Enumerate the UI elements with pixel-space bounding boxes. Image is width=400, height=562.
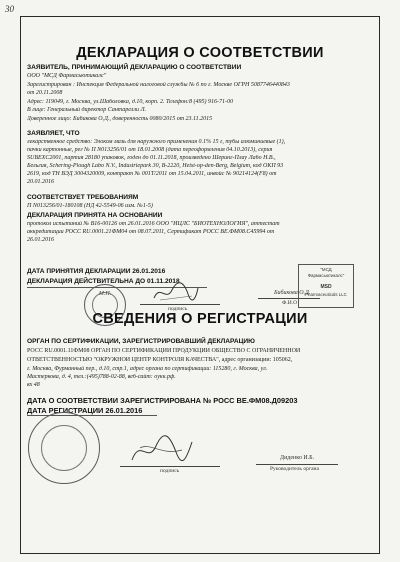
company-stamp-line: Фармасьютикалс" bbox=[307, 273, 345, 278]
signature-line-2 bbox=[120, 466, 220, 467]
declares-line: пачки картонные, рег № П N013256/01 от 18.01.2008 (дата переоформления 04.10.2013), серия bbox=[27, 147, 273, 153]
certification-body-header: ОРГАН ПО СЕРТИФИКАЦИИ, ЗАРЕГИСТРИРОВАВШИЙ ДЕКЛАРАЦИЮ bbox=[27, 338, 255, 345]
certification-body-line: вх 48 bbox=[27, 382, 40, 388]
applicant-line: В лице: Генеральный директор Сантарелли Л. bbox=[27, 107, 147, 113]
certification-body-line: ОТВЕТСТВЕННОСТЬЮ "ОКРУЖНОЙ ЦЕНТР КОНТРОЛЯ КАЧЕСТВА", адрес организации: 105062, bbox=[27, 357, 293, 363]
declaration-title: ДЕКЛАРАЦИЯ О СООТВЕТСТВИИ bbox=[76, 45, 324, 61]
basis-header: ДЕКЛАРАЦИЯ ПРИНЯТА НА ОСНОВАНИИ bbox=[27, 212, 163, 219]
applicant-line: от 20.11.2008 bbox=[27, 90, 63, 96]
signature-2 bbox=[126, 430, 196, 470]
registered-number: ДАТА О СООТВЕТСТВИИ ЗАРЕГИСТРИРОВАНА № РОСС BE.ФМ08.Д09203 bbox=[27, 396, 298, 405]
applicant-line: Зарегистрирован : Инспекция Федеральной налоговой службы № 6 по г. Москве ОГРН 5087746440843 bbox=[27, 82, 290, 88]
declares-line: лекарственное средство: Элоком мазь для наружного применения 0.1% 15 г, тубы алюминиевые (1), bbox=[27, 139, 286, 145]
basis-line: протокол испытаний № В16-00126 от 26.01.2016 ООО "ИЦЛС "БИОТЕХНОЛОГИЯ", аттестат bbox=[27, 221, 280, 227]
name-line-2 bbox=[256, 464, 338, 465]
head-label-2: Руководитель органа bbox=[270, 466, 319, 472]
declares-line: 20.01.2016 bbox=[27, 179, 54, 185]
fio-label-1: Ф.И.О bbox=[282, 300, 298, 306]
basis-line: аккредитации РОСС RU.0001.21ФМ04 от 08.07.2011, Сертификат РОСС BE.ФМ08.С45994 от bbox=[27, 229, 275, 235]
company-stamp-line: "МСД bbox=[320, 267, 332, 272]
corner-mark: 30 bbox=[5, 4, 14, 14]
declares-header: ЗАЯВЛЯЕТ, ЧТО bbox=[27, 130, 80, 137]
signature-label-2: подпись bbox=[160, 468, 180, 474]
signer-name-1: Бибикова О.Д. bbox=[274, 290, 311, 296]
applicant-header: ЗАЯВИТЕЛЬ, ПРИНИМАЮЩИЙ ДЕКЛАРАЦИЮ О СООТВЕТСТВИИ bbox=[27, 64, 242, 71]
company-stamp-line: Pharmaceuticals LLC bbox=[305, 292, 347, 297]
requirements-line: П N013256/01-180108 (НД 42-5549-06 изм. №1-5) bbox=[27, 203, 153, 209]
applicant-line: Доверенное лицо: Бибикова О.Д., доверенность 0080/2015 от 23.11.2015 bbox=[27, 116, 213, 122]
certification-body-line: РОСС RU.0001.11ФМ08 ОРГАН ПО СЕРТИФИКАЦИИ ПРОДУКЦИИ ОБЩЕСТВО С ОГРАНИЧЕННОЙ bbox=[27, 348, 301, 354]
certification-body-line: г. Москва, Фурманный пер., д.10, стр.1, адрес органа по сертификации: 115280, г. Москва, ул. bbox=[27, 366, 268, 372]
signature-1 bbox=[150, 278, 200, 306]
signature-label-1: подпись bbox=[168, 306, 188, 312]
applicant-line: Адрес: 119049, г. Москва, ул.Шаболовка, д.10, корп. 2. Телефон:8 (495) 916-71-00 bbox=[27, 99, 233, 105]
declares-line: 2619, код ТН ВЭД 3004320009, контракт № 001T/2011 от 15.04.2011, инвойс № 90214124(F8) от bbox=[27, 171, 277, 177]
company-stamp bbox=[298, 264, 354, 308]
signature-line-1 bbox=[140, 304, 220, 305]
basis-line: 26.01.2016 bbox=[27, 237, 54, 243]
company-stamp-line: MSD bbox=[320, 284, 332, 290]
certification-body-seal bbox=[28, 412, 100, 484]
declares-line: SUBEXC2001, партия 28180 упаковок, годен до 01.11.2018, произведено Шеринг-Плау Лабо Н.В., bbox=[27, 155, 276, 161]
valid-until: ДЕКЛАРАЦИЯ ДЕЙСТВИТЕЛЬНА ДО 01.11.2018 bbox=[27, 278, 180, 285]
requirements-header: СООТВЕТСТВУЕТ ТРЕБОВАНИЯМ bbox=[27, 194, 139, 201]
applicant-line: ООО "МСД Фармасьютикалс" bbox=[27, 73, 107, 79]
declares-line: Бельгия, Schering-Plough Labo N.V., Industriepark 30, B-2220, Heist-op-den-Berg, Belgium, код ОКП 93 bbox=[27, 163, 284, 169]
stamp-mp-label: М.П. bbox=[98, 291, 112, 297]
registration-date: ДАТА РЕГИСТРАЦИИ 26.01.2016 bbox=[27, 406, 143, 415]
certification-body-line: Мастеркова, д. 4, тел.:(495)788-02-88, веб-сайт: oyкк.pф. bbox=[27, 374, 176, 380]
accepted-date: ДАТА ПРИНЯТИЯ ДЕКЛАРАЦИИ 26.01.2016 bbox=[27, 268, 166, 275]
signer-name-2: Диденко И.Б. bbox=[280, 455, 315, 461]
registration-title: СВЕДЕНИЯ О РЕГИСТРАЦИИ bbox=[92, 311, 308, 327]
